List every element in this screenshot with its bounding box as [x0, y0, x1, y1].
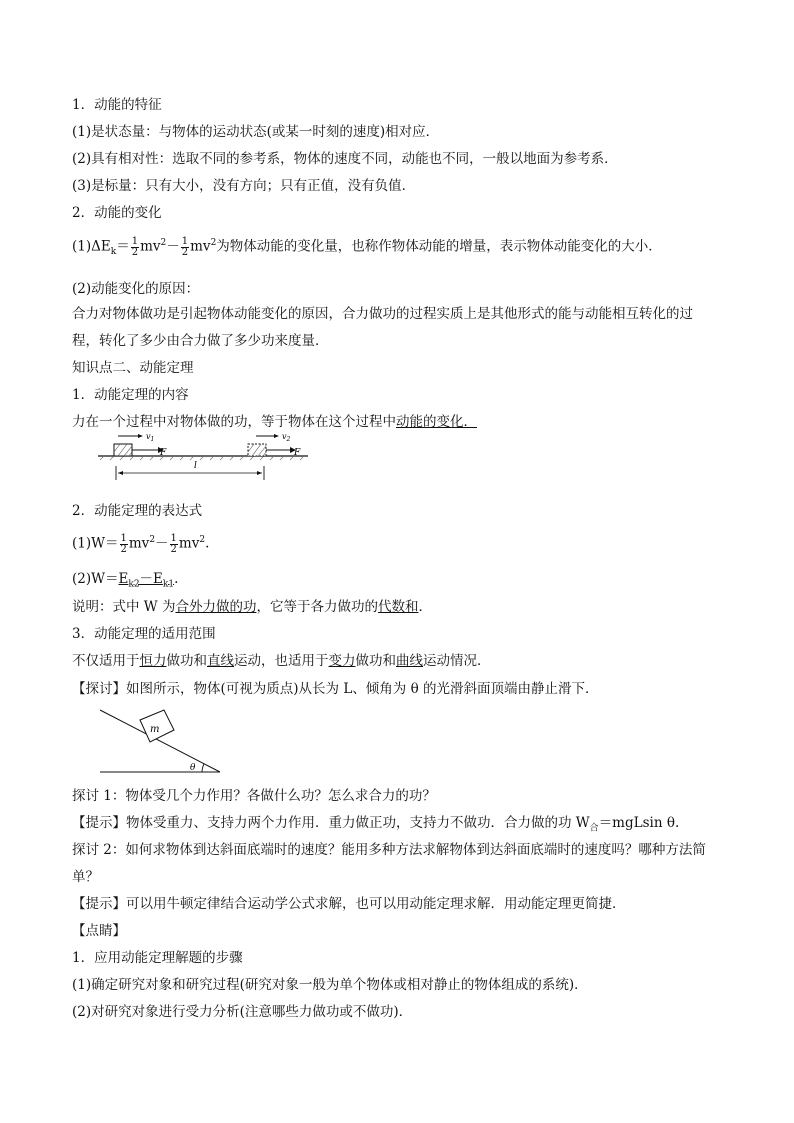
w-fraction-2-num: 1 — [170, 532, 177, 544]
formula-minus: － — [166, 238, 180, 255]
heading-theorem-expression: 2．动能定理的表达式 — [72, 503, 203, 519]
paragraph-change-cause-2: 程，转化了多少由合力做了多少功来度量． — [72, 333, 329, 349]
formula-sup-2: 2 — [210, 238, 217, 248]
formula-delta-ek — [72, 230, 662, 265]
scope-curved: 曲线 — [396, 653, 423, 669]
displacement-label: l — [194, 461, 197, 471]
velocity-label-1: $v_1$ — [146, 432, 155, 443]
step-2: (2)对研究对象进行受力分析(注意哪些力做功或不做功)． — [72, 1004, 413, 1020]
formula-eq: ＝ — [116, 238, 130, 255]
velocity-arrow-1-icon — [138, 434, 143, 438]
w2-prefix: (2)W＝ — [72, 571, 119, 587]
block-start — [114, 444, 132, 456]
heading-change-cause: (2)动能变化的原因： — [72, 281, 200, 297]
w2-ek1-sub: k1 — [162, 579, 175, 590]
fraction-numerator-2: 1 — [181, 235, 189, 247]
angle-arc-icon — [202, 764, 204, 772]
angle-label: θ — [190, 763, 196, 773]
formula-prefix: (1)ΔE — [72, 238, 111, 255]
scope-g: 做功和 — [355, 653, 396, 669]
question-2-line-2: 单？ — [72, 869, 99, 885]
formula-description: 为物体动能的变化量，也称作物体动能的增量，表示物体动能变化的大小． — [216, 238, 662, 255]
scope-c: 做功和 — [166, 653, 207, 669]
displacement-right-arrow-icon — [257, 471, 262, 475]
force-label-2: F — [294, 448, 301, 458]
theorem-underlined: 动能的变化． — [396, 414, 477, 430]
w2-end: . — [174, 571, 179, 587]
fraction-half — [131, 237, 139, 258]
w-fraction-1-den: 2 — [120, 543, 127, 555]
formula-sup: 2 — [160, 238, 167, 248]
step-1: (1)确定研究对象和研究过程(研究对象一般为单个物体或相对静止的物体组成的系统)． — [72, 977, 588, 993]
paragraph-theorem-content — [72, 413, 477, 431]
formula-mv: mv — [140, 238, 161, 255]
question-1: 探讨 1：物体受几个力作用？各做什么功？怎么求合力的功？ — [72, 788, 436, 804]
w-sup-1: 2 — [149, 535, 156, 545]
scope-linear: 直线 — [207, 653, 234, 669]
w-end: . — [205, 535, 210, 552]
formula-work-energy — [72, 526, 209, 558]
scope-variable-force: 变力 — [328, 653, 356, 669]
note-algebraic-sum: 代数和 — [377, 599, 419, 615]
w2-ek2-sub: k2 — [128, 579, 140, 590]
hint-1 — [72, 814, 679, 838]
w2-minus: － — [139, 571, 154, 587]
w-fraction-1 — [120, 534, 128, 555]
w-fraction-2 — [170, 534, 178, 555]
fraction-half-2 — [181, 237, 189, 258]
paragraph-discussion: 【探讨】如图所示，物体(可视为质点)从长为 L、倾角为 θ 的光滑斜面顶端由静止滑下． — [72, 681, 599, 697]
paragraph-scope — [72, 652, 491, 670]
note-net-work: 合外力做的功 — [175, 599, 257, 615]
fraction-numerator: 1 — [131, 235, 139, 247]
scope-e: 运动，也适用于 — [234, 653, 329, 669]
heading-kinetic-energy-features: 1．动能的特征 — [72, 97, 162, 113]
formula-sub-k: k — [110, 247, 117, 258]
paragraph-relativity: (2)具有相对性：选取不同的参考系，物体的速度不同，动能也不同，一般以地面为参考系． — [72, 151, 618, 167]
w2-ek2 — [118, 571, 175, 590]
w2-ek2-letter: E — [118, 571, 129, 587]
hint-1-text: 【提示】物体受重力、支持力两个力作用．重力做正功，支持力不做功．合力做的功 W — [72, 815, 590, 831]
hint-1-sub: 合 — [589, 823, 599, 834]
w-mv-2: mv — [178, 535, 200, 552]
hint-2: 【提示】可以用牛顿定律结合运动学公式求解，也可以用动能定理求解．用动能定理更简捷． — [72, 896, 626, 912]
heading-key-points: 【点睛】 — [72, 923, 126, 939]
w2-ek1-letter: E — [153, 571, 163, 587]
displacement-left-arrow-icon — [118, 471, 123, 475]
block-end — [248, 444, 266, 456]
w-fraction-2-den: 2 — [170, 543, 177, 555]
hint-1-result: ＝mgLsin θ. — [598, 815, 680, 831]
heading-scope: 3．动能定理的适用范围 — [72, 626, 216, 642]
paragraph-change-cause-1: 合力对物体做功是引起物体动能变化的原因，合力做功的过程实质上是其他形式的能与动能相互转化的过 — [72, 306, 693, 322]
note-a: 说明：式中 W 为 — [72, 599, 176, 615]
force-label-1: F — [160, 448, 167, 458]
fraction-denominator-2: 2 — [181, 246, 189, 258]
note-e: ． — [418, 599, 432, 615]
paragraph-note — [72, 598, 432, 616]
heading-kinetic-energy-change: 2．动能的变化 — [72, 205, 162, 221]
fraction-denominator: 2 — [131, 246, 139, 258]
heading-theorem-content: 1．动能定理的内容 — [72, 387, 189, 403]
scope-constant-force: 恒力 — [139, 653, 167, 669]
w-mv-1: mv — [128, 535, 150, 552]
w-prefix: (1)W＝ — [72, 535, 119, 552]
formula-mv-2: mv — [190, 238, 211, 255]
theorem-text: 力在一个过程中对物体做的功，等于物体在这个过程中 — [72, 414, 396, 430]
w-fraction-1-num: 1 — [120, 532, 127, 544]
note-c: ，它等于各力做功的 — [256, 599, 378, 615]
figure-block-displacement — [98, 432, 338, 498]
figure-incline — [100, 704, 260, 776]
w-sup-2: 2 — [199, 535, 206, 545]
scope-i: 运动情况． — [423, 653, 491, 669]
velocity-arrow-2-icon — [274, 434, 279, 438]
formula-ek-difference — [72, 570, 178, 594]
question-2-line-1: 探讨 2：如何求物体到达斜面底端时的速度？能用多种方法求解物体到达斜面底端时的速度吗？哪种方法简 — [72, 842, 706, 858]
scope-a: 不仅适用于 — [72, 653, 140, 669]
w-minus: － — [155, 535, 169, 552]
paragraph-scalar: (3)是标量：只有大小，没有方向；只有正值，没有负值． — [72, 178, 416, 194]
velocity-label-2: $v_2$ — [282, 432, 291, 443]
heading-knowledge-point-2: 知识点二、动能定理 — [72, 360, 194, 376]
mass-label: m — [150, 724, 160, 735]
heading-steps: 1．应用动能定理解题的步骤 — [72, 950, 243, 966]
paragraph-state-quantity: (1)是状态量：与物体的运动状态(或某一时刻的速度)相对应． — [72, 124, 440, 140]
